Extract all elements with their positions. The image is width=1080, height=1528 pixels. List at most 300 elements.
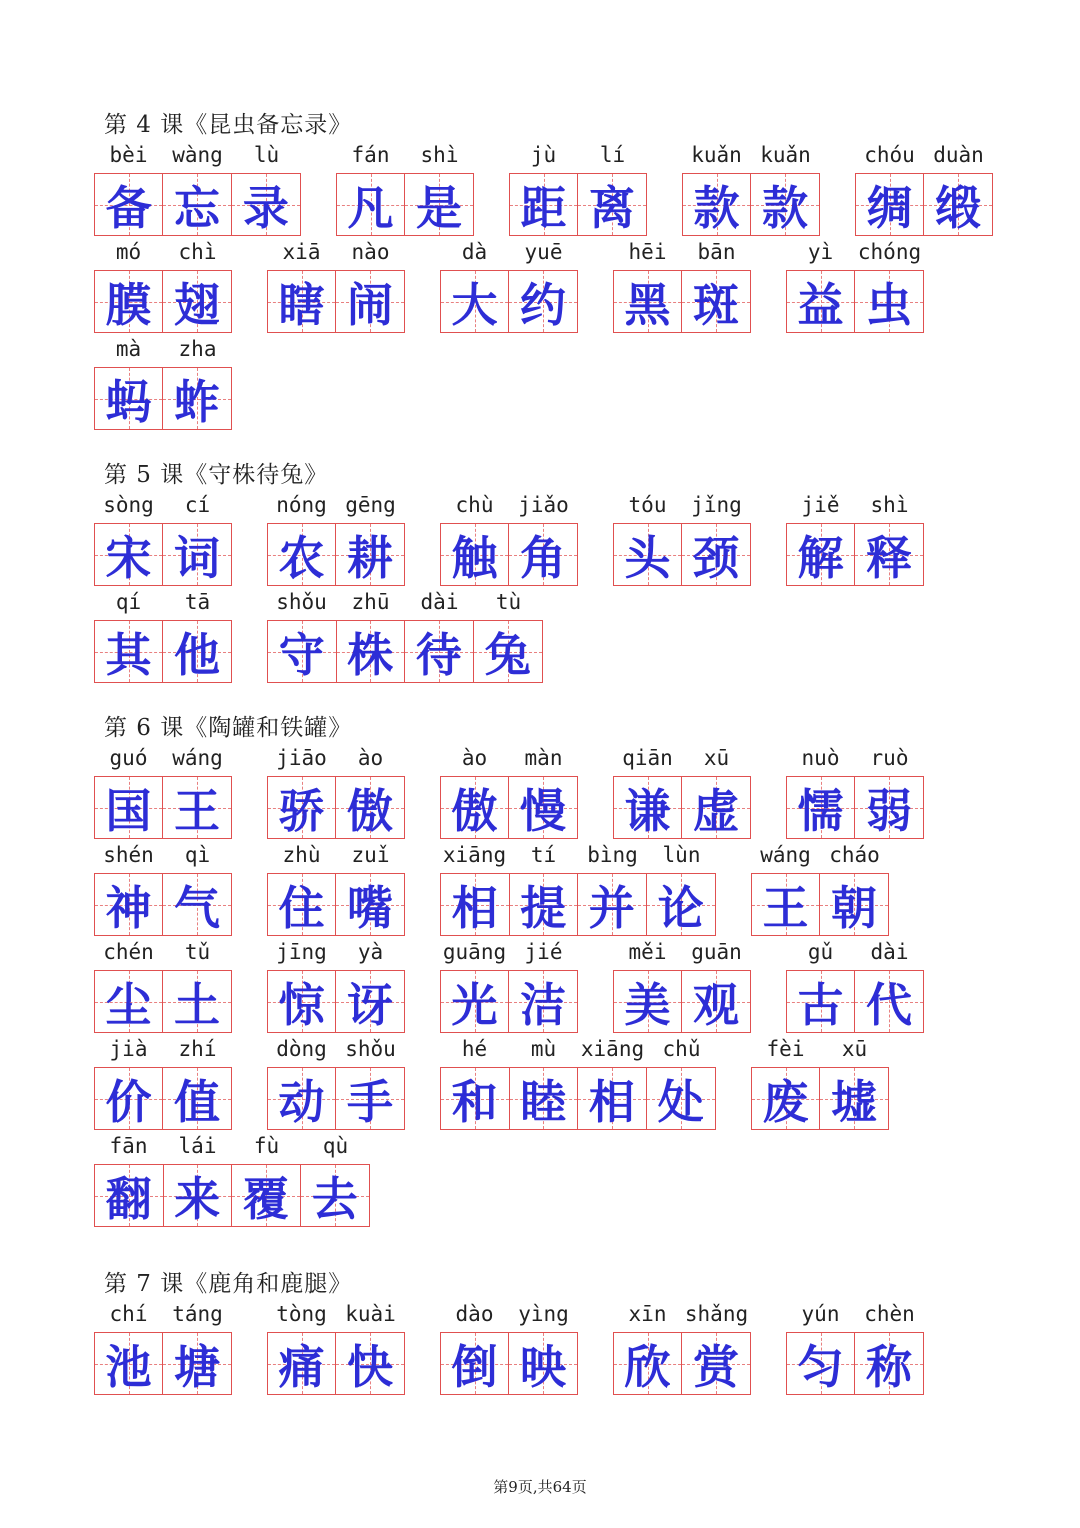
pinyin-syllable: cí [184, 493, 211, 517]
hanzi-character: 弱 [866, 783, 912, 838]
pinyin-row [509, 140, 647, 170]
hanzi-character: 傲 [347, 783, 393, 838]
vocab-word [94, 334, 232, 432]
grid-cell [820, 1068, 888, 1129]
vocab-word [440, 490, 578, 588]
tianzige-grid [94, 620, 232, 683]
vocab-word [786, 1299, 924, 1397]
grid-cell [787, 271, 855, 332]
hanzi-character: 相 [451, 880, 498, 935]
hanzi-character: 睦 [520, 1074, 567, 1129]
grid-cell [268, 971, 336, 1032]
grid-cell [509, 1333, 577, 1394]
hanzi-character: 光 [451, 977, 498, 1032]
hanzi-character: 处 [657, 1074, 704, 1129]
vocab-word [94, 1131, 370, 1229]
lesson-title: 第 4 课《昆虫备忘录》 [104, 112, 353, 138]
grid-cell [163, 524, 231, 585]
grid-cell [268, 874, 336, 935]
hanzi-character: 气 [174, 880, 220, 935]
grid-cell [163, 621, 231, 682]
hanzi-character: 废 [762, 1074, 809, 1129]
hanzi-character: 讶 [347, 977, 393, 1032]
grid-cell [95, 777, 163, 838]
tianzige-grid [613, 776, 751, 839]
hanzi-character: 观 [693, 977, 739, 1032]
pinyin-syllable: tù [495, 590, 522, 614]
grid-cell [682, 971, 750, 1032]
grid-cell [441, 971, 509, 1032]
pinyin-syllable: qì [184, 843, 211, 867]
pinyin-syllable: lái [178, 1134, 217, 1158]
grid-cell [163, 971, 231, 1032]
pinyin-syllable: nào [351, 240, 390, 264]
pinyin-row [267, 1034, 405, 1064]
hanzi-character: 离 [589, 180, 635, 235]
vocab-word [94, 840, 232, 938]
tianzige-grid [613, 523, 751, 586]
hanzi-character: 益 [797, 277, 844, 332]
tianzige-grid [440, 1067, 716, 1130]
pinyin-syllable: chén [103, 940, 154, 964]
pinyin-syllable: jié [524, 940, 563, 964]
pinyin-row [440, 490, 578, 520]
hanzi-character: 他 [174, 627, 220, 682]
hanzi-character: 忘 [174, 180, 221, 235]
pinyin-row [94, 140, 301, 170]
grid-cell [820, 874, 888, 935]
pinyin-syllable: bèi [109, 143, 148, 167]
pinyin-row [94, 237, 232, 267]
tianzige-grid [509, 173, 647, 236]
pinyin-syllable: shǒu [276, 590, 327, 614]
grid-cell [95, 874, 163, 935]
grid-cell [856, 174, 924, 235]
grid-cell [682, 777, 750, 838]
grid-cell [441, 1068, 510, 1129]
pinyin-syllable: xīn [628, 1302, 667, 1326]
pinyin-syllable: fán [351, 143, 390, 167]
hanzi-character: 懦 [797, 783, 844, 838]
lesson-title: 第 5 课《守株待兔》 [104, 462, 329, 488]
hanzi-character: 缎 [935, 180, 981, 235]
pinyin-syllable: chèn [864, 1302, 915, 1326]
hanzi-character: 倒 [451, 1339, 498, 1394]
vocab-word [509, 140, 647, 238]
hanzi-character: 映 [520, 1339, 566, 1394]
tianzige-grid [786, 776, 924, 839]
tianzige-grid [94, 173, 301, 236]
pinyin-syllable: chí [109, 1302, 148, 1326]
pinyin-syllable: guāng [442, 940, 507, 964]
grid-cell [337, 621, 406, 682]
grid-cell [614, 1333, 682, 1394]
grid-cell [787, 777, 855, 838]
pinyin-row [267, 840, 405, 870]
pinyin-syllable: tóu [628, 493, 667, 517]
tianzige-grid [440, 776, 578, 839]
grid-cell [682, 1333, 750, 1394]
hanzi-character: 慢 [520, 783, 566, 838]
pinyin-syllable: zhù [282, 843, 321, 867]
vocab-word [440, 1299, 578, 1397]
pinyin-syllable: fān [109, 1134, 148, 1158]
pinyin-syllable: dòng [276, 1037, 327, 1061]
tianzige-grid [267, 1332, 405, 1395]
pinyin-row [440, 1299, 578, 1329]
vocab-word [613, 237, 751, 335]
hanzi-character: 待 [415, 627, 462, 682]
hanzi-character: 覆 [242, 1171, 289, 1226]
pinyin-syllable: ruò [870, 746, 909, 770]
hanzi-character: 古 [797, 977, 844, 1032]
grid-cell [578, 1068, 647, 1129]
pinyin-row [751, 1034, 889, 1064]
vocab-word [94, 237, 232, 335]
hanzi-character: 大 [451, 277, 498, 332]
grid-cell [232, 174, 300, 235]
pinyin-syllable: měi [628, 940, 667, 964]
vocab-word [94, 743, 232, 841]
vocab-word [613, 1299, 751, 1397]
pinyin-syllable: shén [103, 843, 154, 867]
hanzi-character: 蚂 [105, 374, 152, 429]
hanzi-character: 距 [520, 180, 567, 235]
pinyin-row [336, 140, 474, 170]
grid-cell [614, 777, 682, 838]
tianzige-grid [786, 270, 924, 333]
hanzi-character: 斑 [693, 277, 739, 332]
pinyin-syllable: fèi [766, 1037, 805, 1061]
vocab-word [267, 840, 405, 938]
vocab-word [440, 840, 716, 938]
grid-cell [336, 524, 404, 585]
grid-cell [682, 524, 750, 585]
grid-cell [441, 271, 509, 332]
pinyin-row [751, 840, 889, 870]
pinyin-syllable: xū [703, 746, 730, 770]
hanzi-character: 快 [347, 1339, 393, 1394]
hanzi-character: 头 [624, 530, 671, 585]
hanzi-character: 王 [762, 880, 809, 935]
hanzi-character: 和 [451, 1074, 498, 1129]
vocab-word [751, 1034, 889, 1132]
pinyin-syllable: kuài [345, 1302, 396, 1326]
vocab-word [440, 237, 578, 335]
tianzige-grid [336, 173, 474, 236]
pinyin-row [94, 743, 232, 773]
pinyin-syllable: bān [697, 240, 736, 264]
tianzige-grid [682, 173, 820, 236]
pinyin-row [94, 1299, 232, 1329]
grid-cell [95, 971, 163, 1032]
pinyin-syllable: yà [357, 940, 384, 964]
grid-cell [95, 1068, 163, 1129]
tianzige-grid [786, 523, 924, 586]
vocab-word [267, 490, 405, 588]
tianzige-grid [267, 270, 405, 333]
pinyin-row [440, 1034, 716, 1064]
tianzige-grid [94, 523, 232, 586]
pinyin-syllable: jǐng [691, 493, 742, 517]
vocab-word [94, 937, 232, 1035]
grid-cell [509, 524, 577, 585]
vocab-word [786, 237, 924, 335]
hanzi-character: 是 [416, 180, 462, 235]
pinyin-syllable: màn [524, 746, 563, 770]
hanzi-character: 相 [588, 1074, 635, 1129]
grid-cell [336, 1068, 404, 1129]
hanzi-character: 来 [174, 1171, 221, 1226]
pinyin-syllable: zuǐ [351, 843, 390, 867]
grid-cell [924, 174, 992, 235]
hanzi-character: 称 [866, 1339, 912, 1394]
vocab-word [94, 140, 301, 238]
hanzi-character: 农 [278, 530, 325, 585]
lesson-title: 第 7 课《鹿角和鹿腿》 [104, 1271, 353, 1297]
hanzi-character: 约 [520, 277, 566, 332]
hanzi-character: 膜 [105, 277, 152, 332]
pinyin-syllable: kuǎn [760, 143, 811, 167]
hanzi-character: 闹 [347, 277, 393, 332]
pinyin-syllable: qí [115, 590, 142, 614]
tianzige-grid [94, 1164, 370, 1227]
hanzi-character: 尘 [105, 977, 152, 1032]
tianzige-grid [440, 970, 578, 1033]
pinyin-syllable: nuò [801, 746, 840, 770]
hanzi-character: 傲 [451, 783, 498, 838]
hanzi-character: 王 [174, 783, 220, 838]
pinyin-syllable: lùn [662, 843, 701, 867]
hanzi-character: 匀 [797, 1339, 844, 1394]
pinyin-syllable: yuē [524, 240, 563, 264]
pinyin-row [94, 587, 232, 617]
tianzige-grid [440, 1332, 578, 1395]
grid-cell [614, 271, 682, 332]
hanzi-character: 代 [866, 977, 912, 1032]
pinyin-syllable: yìng [518, 1302, 569, 1326]
grid-cell [510, 174, 578, 235]
pinyin-syllable: jù [530, 143, 557, 167]
lesson-title: 第 6 课《陶罐和铁罐》 [104, 715, 353, 741]
hanzi-character: 瞎 [278, 277, 325, 332]
tianzige-grid [786, 1332, 924, 1395]
hanzi-character: 虚 [693, 783, 739, 838]
pinyin-syllable: gǔ [807, 940, 834, 964]
grid-cell [336, 874, 404, 935]
pinyin-syllable: zhū [351, 590, 390, 614]
tianzige-grid [613, 270, 751, 333]
pinyin-syllable: gēng [345, 493, 396, 517]
grid-cell [336, 1333, 404, 1394]
hanzi-character: 耕 [347, 530, 393, 585]
tianzige-grid [267, 1067, 405, 1130]
grid-cell [787, 1333, 855, 1394]
grid-cell [163, 174, 231, 235]
tianzige-grid [855, 173, 993, 236]
vocab-word [267, 1034, 405, 1132]
pinyin-syllable: duàn [933, 143, 984, 167]
hanzi-character: 翻 [105, 1171, 152, 1226]
pinyin-row [786, 937, 924, 967]
grid-cell [301, 1165, 370, 1226]
vocab-word [267, 237, 405, 335]
pinyin-syllable: ào [461, 746, 488, 770]
vocab-word [94, 490, 232, 588]
vocab-word [267, 743, 405, 841]
vocab-word [94, 1034, 232, 1132]
pinyin-row [440, 840, 716, 870]
pinyin-row [94, 490, 232, 520]
pinyin-syllable: qiān [622, 746, 673, 770]
grid-cell [164, 1165, 233, 1226]
pinyin-row [613, 743, 751, 773]
grid-cell [855, 971, 923, 1032]
hanzi-character: 动 [278, 1074, 325, 1129]
pinyin-row [786, 237, 924, 267]
pinyin-syllable: tǔ [184, 940, 211, 964]
pinyin-syllable: jià [109, 1037, 148, 1061]
grid-cell [163, 271, 231, 332]
vocab-word [613, 743, 751, 841]
pinyin-row [267, 937, 405, 967]
pinyin-syllable: ào [357, 746, 384, 770]
pinyin-row [682, 140, 820, 170]
hanzi-character: 骄 [278, 783, 325, 838]
hanzi-character: 黑 [624, 277, 671, 332]
tianzige-grid [94, 873, 232, 936]
grid-cell [855, 271, 923, 332]
pinyin-syllable: yì [807, 240, 834, 264]
grid-cell [509, 271, 577, 332]
hanzi-character: 角 [520, 530, 566, 585]
grid-cell [510, 1068, 579, 1129]
grid-cell [268, 1068, 336, 1129]
grid-cell [337, 174, 405, 235]
grid-cell [268, 524, 336, 585]
pinyin-syllable: zhí [178, 1037, 217, 1061]
grid-cell [405, 621, 474, 682]
pinyin-syllable: jiě [801, 493, 840, 517]
hanzi-character: 手 [347, 1074, 393, 1129]
grid-cell [578, 874, 647, 935]
tianzige-grid [786, 970, 924, 1033]
grid-cell [752, 1068, 820, 1129]
vocab-word [786, 937, 924, 1035]
pinyin-syllable: shì [420, 143, 459, 167]
pinyin-syllable: dài [870, 940, 909, 964]
vocab-word [751, 840, 889, 938]
grid-cell [647, 874, 716, 935]
grid-cell [163, 368, 231, 429]
pinyin-syllable: shì [870, 493, 909, 517]
pinyin-syllable: wáng [760, 843, 811, 867]
vocab-word [267, 587, 543, 685]
hanzi-character: 土 [174, 977, 220, 1032]
grid-cell [474, 621, 543, 682]
hanzi-character: 惊 [278, 977, 325, 1032]
grid-cell [855, 1333, 923, 1394]
page-footer: 第9页,共64页 [493, 1478, 587, 1496]
tianzige-grid [440, 523, 578, 586]
pinyin-syllable: guān [691, 940, 742, 964]
pinyin-row [94, 1131, 370, 1161]
hanzi-character: 塘 [174, 1339, 220, 1394]
hanzi-character: 款 [693, 180, 740, 235]
grid-cell [405, 174, 473, 235]
pinyin-row [786, 743, 924, 773]
hanzi-character: 蚱 [174, 374, 220, 429]
grid-cell [268, 777, 336, 838]
tianzige-grid [267, 620, 543, 683]
tianzige-grid [267, 970, 405, 1033]
grid-cell [787, 971, 855, 1032]
tianzige-grid [440, 873, 716, 936]
pinyin-row [94, 1034, 232, 1064]
hanzi-character: 兔 [484, 627, 531, 682]
grid-cell [95, 1165, 164, 1226]
pinyin-syllable: mà [115, 337, 142, 361]
vocab-word [440, 1034, 716, 1132]
grid-cell [95, 524, 163, 585]
grid-cell [95, 621, 163, 682]
pinyin-row [855, 140, 993, 170]
pinyin-row [440, 937, 578, 967]
tianzige-grid [94, 270, 232, 333]
tianzige-grid [94, 1332, 232, 1395]
grid-cell [336, 777, 404, 838]
grid-cell [441, 777, 509, 838]
hanzi-character: 备 [105, 180, 152, 235]
pinyin-syllable: sòng [103, 493, 154, 517]
hanzi-character: 值 [174, 1074, 220, 1129]
pinyin-syllable: táng [172, 1302, 223, 1326]
pinyin-syllable: jiǎo [518, 493, 569, 517]
grid-cell [509, 777, 577, 838]
vocab-word [613, 937, 751, 1035]
pinyin-syllable: chóng [857, 240, 922, 264]
hanzi-character: 去 [311, 1171, 358, 1226]
hanzi-character: 翅 [174, 277, 220, 332]
hanzi-character: 颈 [693, 530, 739, 585]
pinyin-syllable: lí [599, 143, 626, 167]
vocab-word [94, 587, 232, 685]
tianzige-grid [94, 1067, 232, 1130]
hanzi-character: 池 [105, 1339, 152, 1394]
pinyin-syllable: guó [109, 746, 148, 770]
pinyin-row [94, 840, 232, 870]
pinyin-row [94, 334, 232, 364]
pinyin-row [786, 490, 924, 520]
grid-cell [268, 1333, 336, 1394]
grid-cell [441, 874, 510, 935]
hanzi-character: 提 [520, 880, 567, 935]
vocab-word [613, 490, 751, 588]
tianzige-grid [267, 776, 405, 839]
vocab-word [336, 140, 474, 238]
pinyin-row [267, 1299, 405, 1329]
grid-cell [268, 621, 337, 682]
hanzi-character: 住 [278, 880, 325, 935]
hanzi-character: 宋 [105, 530, 152, 585]
tianzige-grid [751, 873, 889, 936]
grid-cell [268, 271, 336, 332]
tianzige-grid [613, 1332, 751, 1395]
pinyin-syllable: chì [178, 240, 217, 264]
pinyin-row [613, 937, 751, 967]
hanzi-character: 释 [866, 530, 912, 585]
pinyin-syllable: dào [455, 1302, 494, 1326]
